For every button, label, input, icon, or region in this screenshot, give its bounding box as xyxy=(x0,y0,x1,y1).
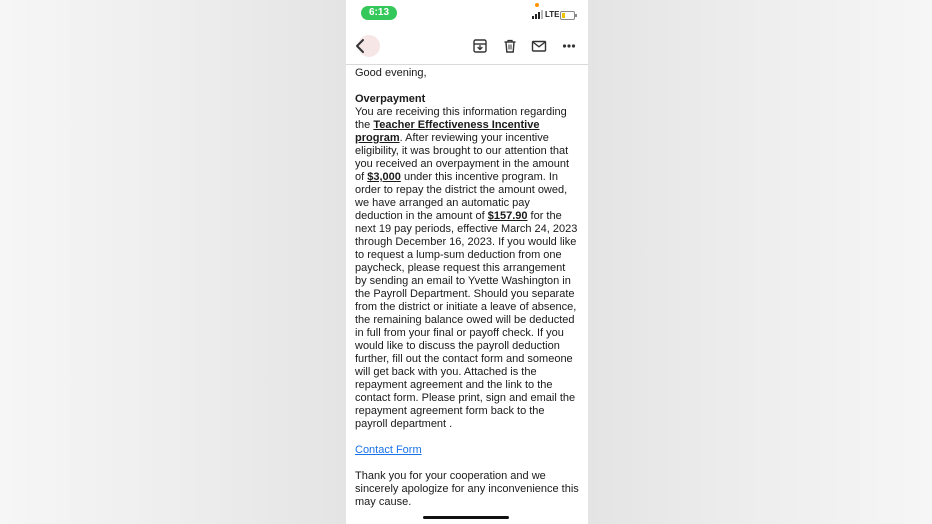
program-name: Teacher Effectiveness Incentive program xyxy=(355,119,540,144)
email-closing: Thank you for your cooperation and we sincerely apologize for any inconvenience this may cause. xyxy=(355,470,579,508)
status-bar xyxy=(346,0,588,26)
back-arrow-icon[interactable] xyxy=(349,34,373,58)
overpayment-amount: $3,000 xyxy=(367,171,401,183)
email-toolbar xyxy=(346,28,588,65)
phone-screen xyxy=(346,0,588,524)
archive-icon[interactable] xyxy=(468,34,492,58)
paragraph-text-1: You are receiving this information regarding the xyxy=(355,106,567,131)
blurred-background-left xyxy=(0,0,346,524)
privacy-indicator-dot xyxy=(535,3,539,7)
home-indicator[interactable] xyxy=(423,516,509,519)
network-type: LTE xyxy=(545,10,560,19)
email-section-title: Overpayment xyxy=(355,93,426,105)
email-paragraph xyxy=(355,106,579,431)
paragraph-text-3: under this incentive program. In order to repay the district the amount owed, we have arranged an automatic pay deduction in the amount of xyxy=(355,171,568,222)
mail-icon[interactable] xyxy=(527,34,551,58)
trash-icon[interactable] xyxy=(498,34,522,58)
contact-form-link[interactable]: Contact Form xyxy=(355,444,422,456)
email-body xyxy=(355,67,579,509)
paragraph-text-4: for the next 19 pay periods, effective March 24, 2023 through December 16, 2023. If you would like to request a lump-sum deduction from one paycheck, please request this arrangement by sending an email to Yvette Washington in the Payroll Department. Should you separate from the district or initiate a leave of absence, the remaining balance owed will be deducted in full from your final or payoff check. If you would like to discuss the payroll deduction further, fill out the contact form and someone will get back with you. Attached is the repayment agreement and the link to the contact form. Please print, sign and email the repayment agreement form back to the payroll department . xyxy=(355,210,578,430)
blurred-background-right xyxy=(588,0,932,524)
deduction-amount: $157.90 xyxy=(487,210,528,222)
cellular-signal-icon xyxy=(532,10,544,19)
battery-icon xyxy=(560,11,575,20)
paragraph-text-2: . After reviewing your incentive eligibility, it was brought to our attention that you received an overpayment in the amount of xyxy=(355,132,570,183)
email-greeting: Good evening, xyxy=(355,67,427,79)
more-options-icon[interactable] xyxy=(557,34,581,58)
status-time: 6:13 xyxy=(361,6,397,20)
